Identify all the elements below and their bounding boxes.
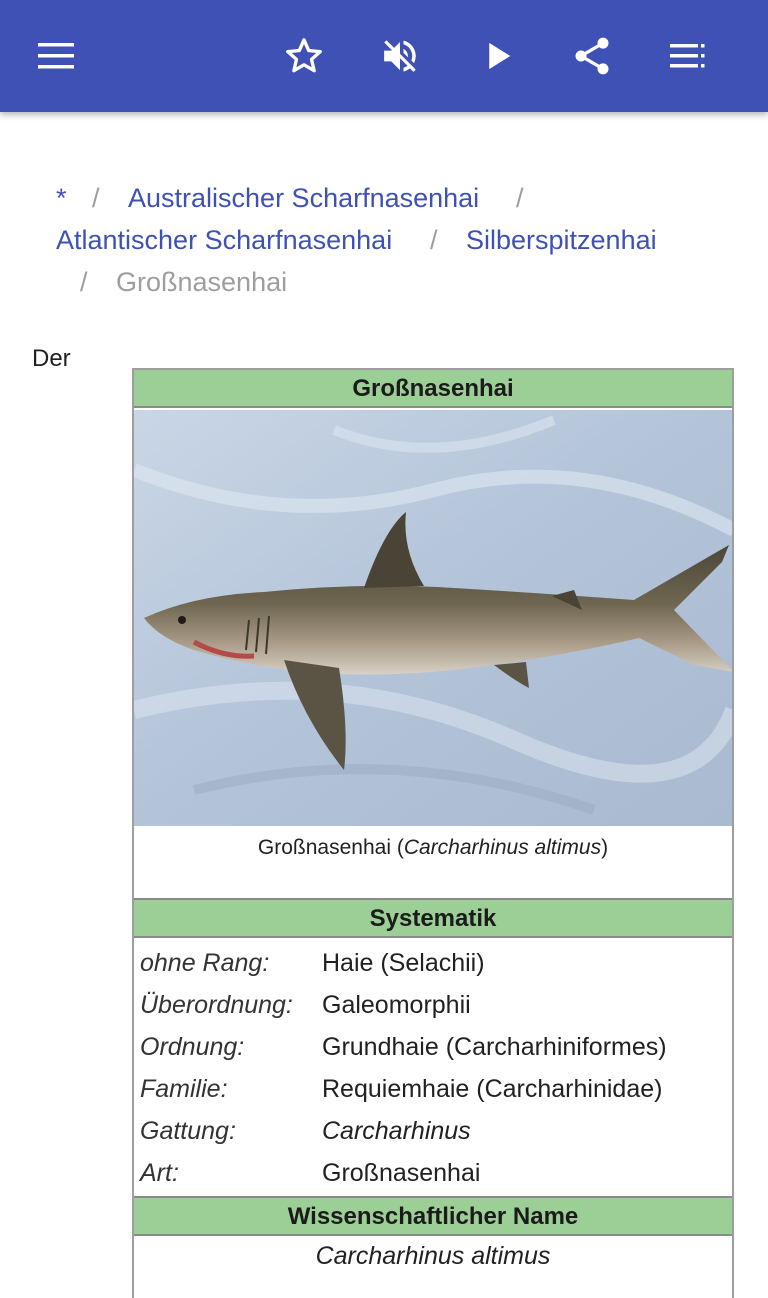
- taxonomy-row-rank: [134, 942, 732, 984]
- shark-photo[interactable]: [134, 410, 732, 826]
- taxonomy-rank: Ordnung:: [140, 1033, 245, 1061]
- volume-off-icon[interactable]: [372, 28, 428, 84]
- breadcrumb-item-atlantischer-scharfnasenhai[interactable]: Atlantischer Scharfnasenhai: [56, 225, 393, 255]
- caption-common: Großnasenhai (: [257, 836, 404, 859]
- taxonomy-value: Großnasenhai: [322, 1159, 481, 1187]
- caption-latin: Carcharhinus altimus: [403, 836, 602, 859]
- taxonomy-rank: Art:: [140, 1159, 179, 1187]
- taxonomy-rank: Überordnung:: [140, 991, 293, 1019]
- taxonomy-row-species: [134, 1152, 732, 1194]
- taxonomy-row-family: [134, 1068, 732, 1110]
- scientific-name: Carcharhinus altimus: [315, 1242, 551, 1270]
- app-bar: [0, 0, 768, 112]
- breadcrumb-home[interactable]: *: [56, 183, 67, 213]
- taxonomy-rank: ohne Rang:: [140, 949, 270, 977]
- taxonomy-value[interactable]: Galeomorphii: [322, 991, 471, 1019]
- breadcrumb-separator: /: [516, 183, 524, 213]
- breadcrumb-separator: /: [80, 267, 88, 297]
- breadcrumb-item-australischer-scharfnasenhai[interactable]: Australischer Scharfnasenhai: [128, 183, 480, 213]
- infobox: [132, 368, 734, 1298]
- playlist-icon[interactable]: [660, 28, 716, 84]
- breadcrumb-separator: /: [430, 225, 438, 255]
- breadcrumb-separator: /: [92, 183, 100, 213]
- taxonomy-row-order: [134, 1026, 732, 1068]
- star-outline-icon[interactable]: [276, 28, 332, 84]
- scientific-name-header: Wissenschaftlicher Name: [134, 1198, 732, 1236]
- breadcrumb-current: Großnasenhai: [116, 267, 288, 297]
- taxonomy-row-superorder: [134, 984, 732, 1026]
- taxonomy-value[interactable]: Requiemhaie (Carcharhinidae): [322, 1075, 663, 1103]
- share-icon[interactable]: [564, 28, 620, 84]
- caption-close: ): [601, 836, 609, 859]
- taxonomy-value[interactable]: Haie (Selachii): [322, 949, 485, 977]
- article-intro: Der: [32, 345, 71, 372]
- infobox-title: Großnasenhai: [134, 370, 732, 408]
- taxonomy-rank: Gattung:: [140, 1117, 236, 1145]
- menu-icon[interactable]: [28, 28, 84, 84]
- play-icon[interactable]: [470, 28, 526, 84]
- systematik-header: Systematik: [134, 900, 732, 938]
- taxonomy-value[interactable]: Grundhaie (Carcharhiniformes): [322, 1033, 667, 1061]
- photo-caption: [134, 836, 732, 860]
- taxonomy-value[interactable]: Carcharhinus: [322, 1117, 471, 1145]
- breadcrumb-item-silberspitzenhai[interactable]: Silberspitzenhai: [466, 225, 657, 255]
- taxonomy-row-genus: [134, 1110, 732, 1152]
- taxonomy-rank: Familie:: [140, 1075, 228, 1103]
